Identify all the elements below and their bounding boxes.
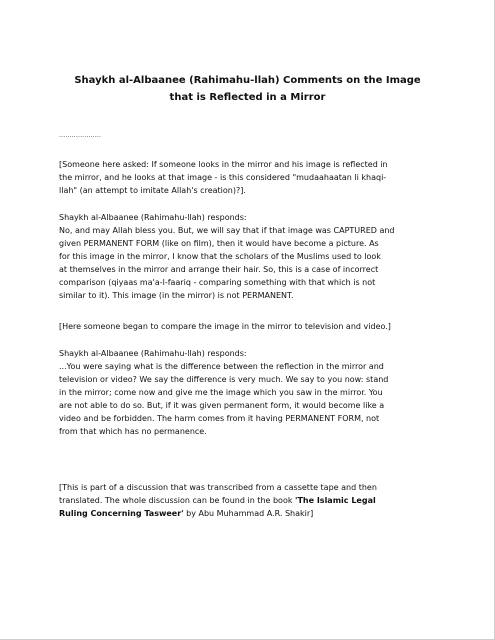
source-note-line-1: [This is part of a discussion that was transcribed from a cassette tape and then [59, 483, 377, 492]
response1-line-3: for this image in the mirror, I know that the scholars of the Muslims used to look [59, 252, 381, 261]
response2-line-5: video and be forbidden. The harm comes from it having PERMANENT FORM, not [59, 414, 380, 423]
title-line-1: Shaykh al-Albaanee (Rahimahu-llah) Comments on the Image [74, 75, 421, 86]
source-note-paragraph [59, 481, 438, 520]
source-note-author: by Abu Muhammad A.R. Shakir] [183, 509, 314, 518]
response2-line-6: from that which has no permanence. [59, 427, 207, 436]
question-line-2: the mirror, and he looks at that image - is this considered "mudaahaatan li khaqi- [59, 173, 387, 182]
speaker-label: Shaykh al-Albaanee (Rahimahu-llah) responds: [59, 213, 247, 222]
response-paragraph-1 [59, 211, 438, 302]
response1-line-6: similar to it). This image (in the mirror) is not PERMANENT. [59, 291, 294, 300]
response1-line-5: comparison (qiyaas ma'a-l-faariq - comparing something with that which is not [59, 278, 376, 287]
source-note-text: translated. The whole discussion can be found in the book [59, 496, 296, 505]
question-paragraph [59, 158, 438, 197]
question-line-1: [Someone here asked: If someone looks in the mirror and his image is reflected in [59, 160, 388, 169]
interjection-line: [Here someone began to compare the image in the mirror to television and video.] [59, 322, 391, 331]
response-paragraph-2 [59, 347, 438, 438]
question-line-3: llah" (an attempt to imitate Allah's creation)?]. [59, 186, 246, 195]
title-line-2: that is Reflected in a Mirror [169, 92, 326, 103]
page-title [40, 72, 455, 106]
speaker-label: Shaykh al-Albaanee (Rahimahu-llah) responds: [59, 349, 247, 358]
response1-line-4: at themselves in the mirror and arrange their hair. So, this is a case of incorrect [59, 265, 379, 274]
response2-line-1: ...You were saying what is the difference between the reflection in the mirror and [59, 362, 384, 371]
book-title-part-1: 'The Islamic Legal [295, 496, 376, 505]
response2-line-2: television or video? We say the difference is very much. We say to you now: stand [59, 375, 389, 384]
source-note-line-3 [59, 507, 438, 520]
book-title-part-2: Ruling Concerning Tasweer' [59, 509, 184, 518]
separator-dots: .................... [59, 132, 102, 139]
response1-line-1: No, and may Allah bless you. But, we will say that if that image was CAPTURED and [59, 226, 395, 235]
interjection-paragraph [59, 320, 438, 333]
response1-line-2: given PERMANENT FORM (like on film), then it would have become a picture. As [59, 239, 379, 248]
source-note-line-2 [59, 494, 438, 507]
response2-line-3: in the mirror; come now and give me the image which you saw in the mirror. You [59, 388, 383, 397]
response2-line-4: are not able to do so. But, if it was given permanent form, it would become like a [59, 401, 385, 410]
